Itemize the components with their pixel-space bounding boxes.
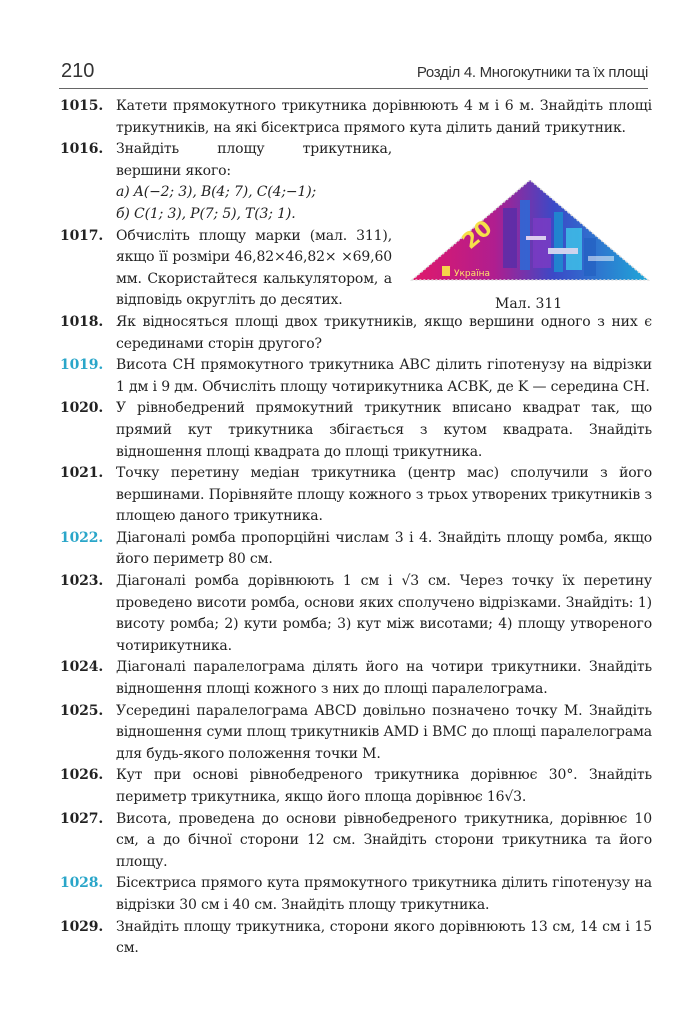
problem-text: Бісектриса прямого кута прямокутного трикутника ділить гіпотенузу на відрізки 30 см і 40 см. Знайдіть площу трикутника. (116, 875, 652, 913)
problem-1027 (60, 809, 652, 874)
problem-number: 1026. (60, 767, 104, 784)
problem-number: 1021. (60, 465, 104, 482)
problem-text: Усередині паралелограма ABCD довільно позначено точку M. Знайдіть відношення суми площ трикутників AMD і BMC до площі паралелограма для будь-якого положення точки M. (116, 702, 652, 762)
problem-1029 (60, 917, 652, 960)
problem-1025 (60, 701, 652, 766)
problem-text: Як відносяться площі двох трикутників, якщо вершини одного з них є серединами сторін другого? (116, 313, 652, 352)
problem-number: 1022. (60, 529, 104, 546)
problem-text: Знайдіть площу трикутника, сторони якого дорівнюють 13 см, 14 см і 15 см. (116, 918, 652, 957)
problem-part-b: б) C(1; 3), P(7; 5), T(3; 1). (116, 205, 296, 222)
problem-text: Катети прямокутного трикутника дорівнюють 4 м і 6 м. Знайдіть площі трикутників, на які бісектриса прямого кута ділить даний трикутник. (116, 98, 652, 136)
problem-text: Знайдіть площу трикутника, вершини якого: (116, 141, 392, 179)
problem-number: 1015. (60, 98, 104, 114)
problem-part-a: а) A(−2; 3), B(4; 7), C(4;−1); (116, 184, 317, 201)
stamp-country: Україна (454, 269, 491, 279)
problem-text: Точку перетину медіан трикутника (центр мас) сполучили з його вершинами. Порівняйте площу кожного з трьох утворених трикутників з площею даного трикутника. (116, 465, 652, 525)
header-rule (59, 88, 648, 89)
problem-number: 1019. (60, 357, 104, 374)
problem-number: 1020. (60, 400, 104, 417)
problem-text: Кут при основі рівнобедреного трикутника дорівнює 30°. Знайдіть периметр трикутника, якщо його площа дорівнює 16√3. (116, 767, 652, 805)
figure-caption: Мал. 311 (495, 296, 563, 312)
problem-text: У рівнобедрений прямокутний трикутник вписано квадрат так, що прямий кут трикутника збігається з кутом квадрата. Знайдіть відношення площі квадрата до площі трикутника. (116, 400, 652, 460)
problem-1028 (60, 873, 652, 916)
problem-1026 (60, 765, 652, 808)
problem-number: 1028. (60, 875, 104, 892)
problem-1024 (60, 657, 652, 700)
problem-number: 1029. (60, 918, 104, 935)
problem-text: Обчисліть площу марки (мал. 311), якщо її розміри 46,82×46,82× ×69,60 мм. Скористайтеся калькулятором, а відповідь округліть до десятих. (116, 227, 392, 309)
page-header (59, 58, 648, 86)
problem-number: 1017. (60, 227, 104, 244)
problem-1020 (60, 398, 652, 463)
stamp-value: 20 (457, 215, 498, 255)
problem-1019 (60, 355, 652, 398)
problem-list (60, 96, 652, 960)
problem-text: Діагоналі паралелограма ділять його на чотири трикутники. Знайдіть відношення площі кожного з них до площі паралелограма. (116, 659, 652, 698)
problem-number: 1027. (60, 810, 104, 827)
problem-1017 (60, 226, 652, 312)
problem-number: 1018. (60, 313, 104, 330)
problem-text: Висота, проведена до основи рівнобедреного трикутника, дорівнює 10 см, а до бічної сторони 12 см. Знайдіть сторони трикутника та його площу. (116, 810, 652, 870)
problem-1016 (60, 139, 652, 225)
chapter-title: Розділ 4. Многокутники та їх площі (416, 64, 648, 81)
problem-number: 1023. (60, 573, 104, 590)
problem-1018 (60, 312, 652, 355)
problem-1021 (60, 463, 652, 528)
problem-text: Діагоналі ромба дорівнюють 1 см і √3 см. Через точку їх перетину проведено висоти ромба, основи яких сполучено відрізками. Знайдіть: 1) висоту ромба; 2) кути ромба; 3) кут між висотами; 4) площу утвореного чотирикутника. (116, 573, 652, 654)
problem-number: 1016. (60, 141, 104, 158)
page-number: 210 (61, 60, 95, 82)
problem-1022 (60, 528, 652, 571)
problem-1015 (60, 96, 652, 139)
problem-text: Діагоналі ромба пропорційні числам 3 і 4. Знайдіть площу ромба, якщо його периметр 80 см. (116, 529, 652, 568)
problem-text: Висота CH прямокутного трикутника ABC ділить гіпотенузу на відрізки 1 дм і 9 дм. Обчисліть площу чотирикутника ACBK, де K — середина CH. (116, 357, 652, 395)
problem-number: 1025. (60, 702, 104, 719)
problem-1023 (60, 571, 652, 657)
problem-number: 1024. (60, 659, 104, 676)
